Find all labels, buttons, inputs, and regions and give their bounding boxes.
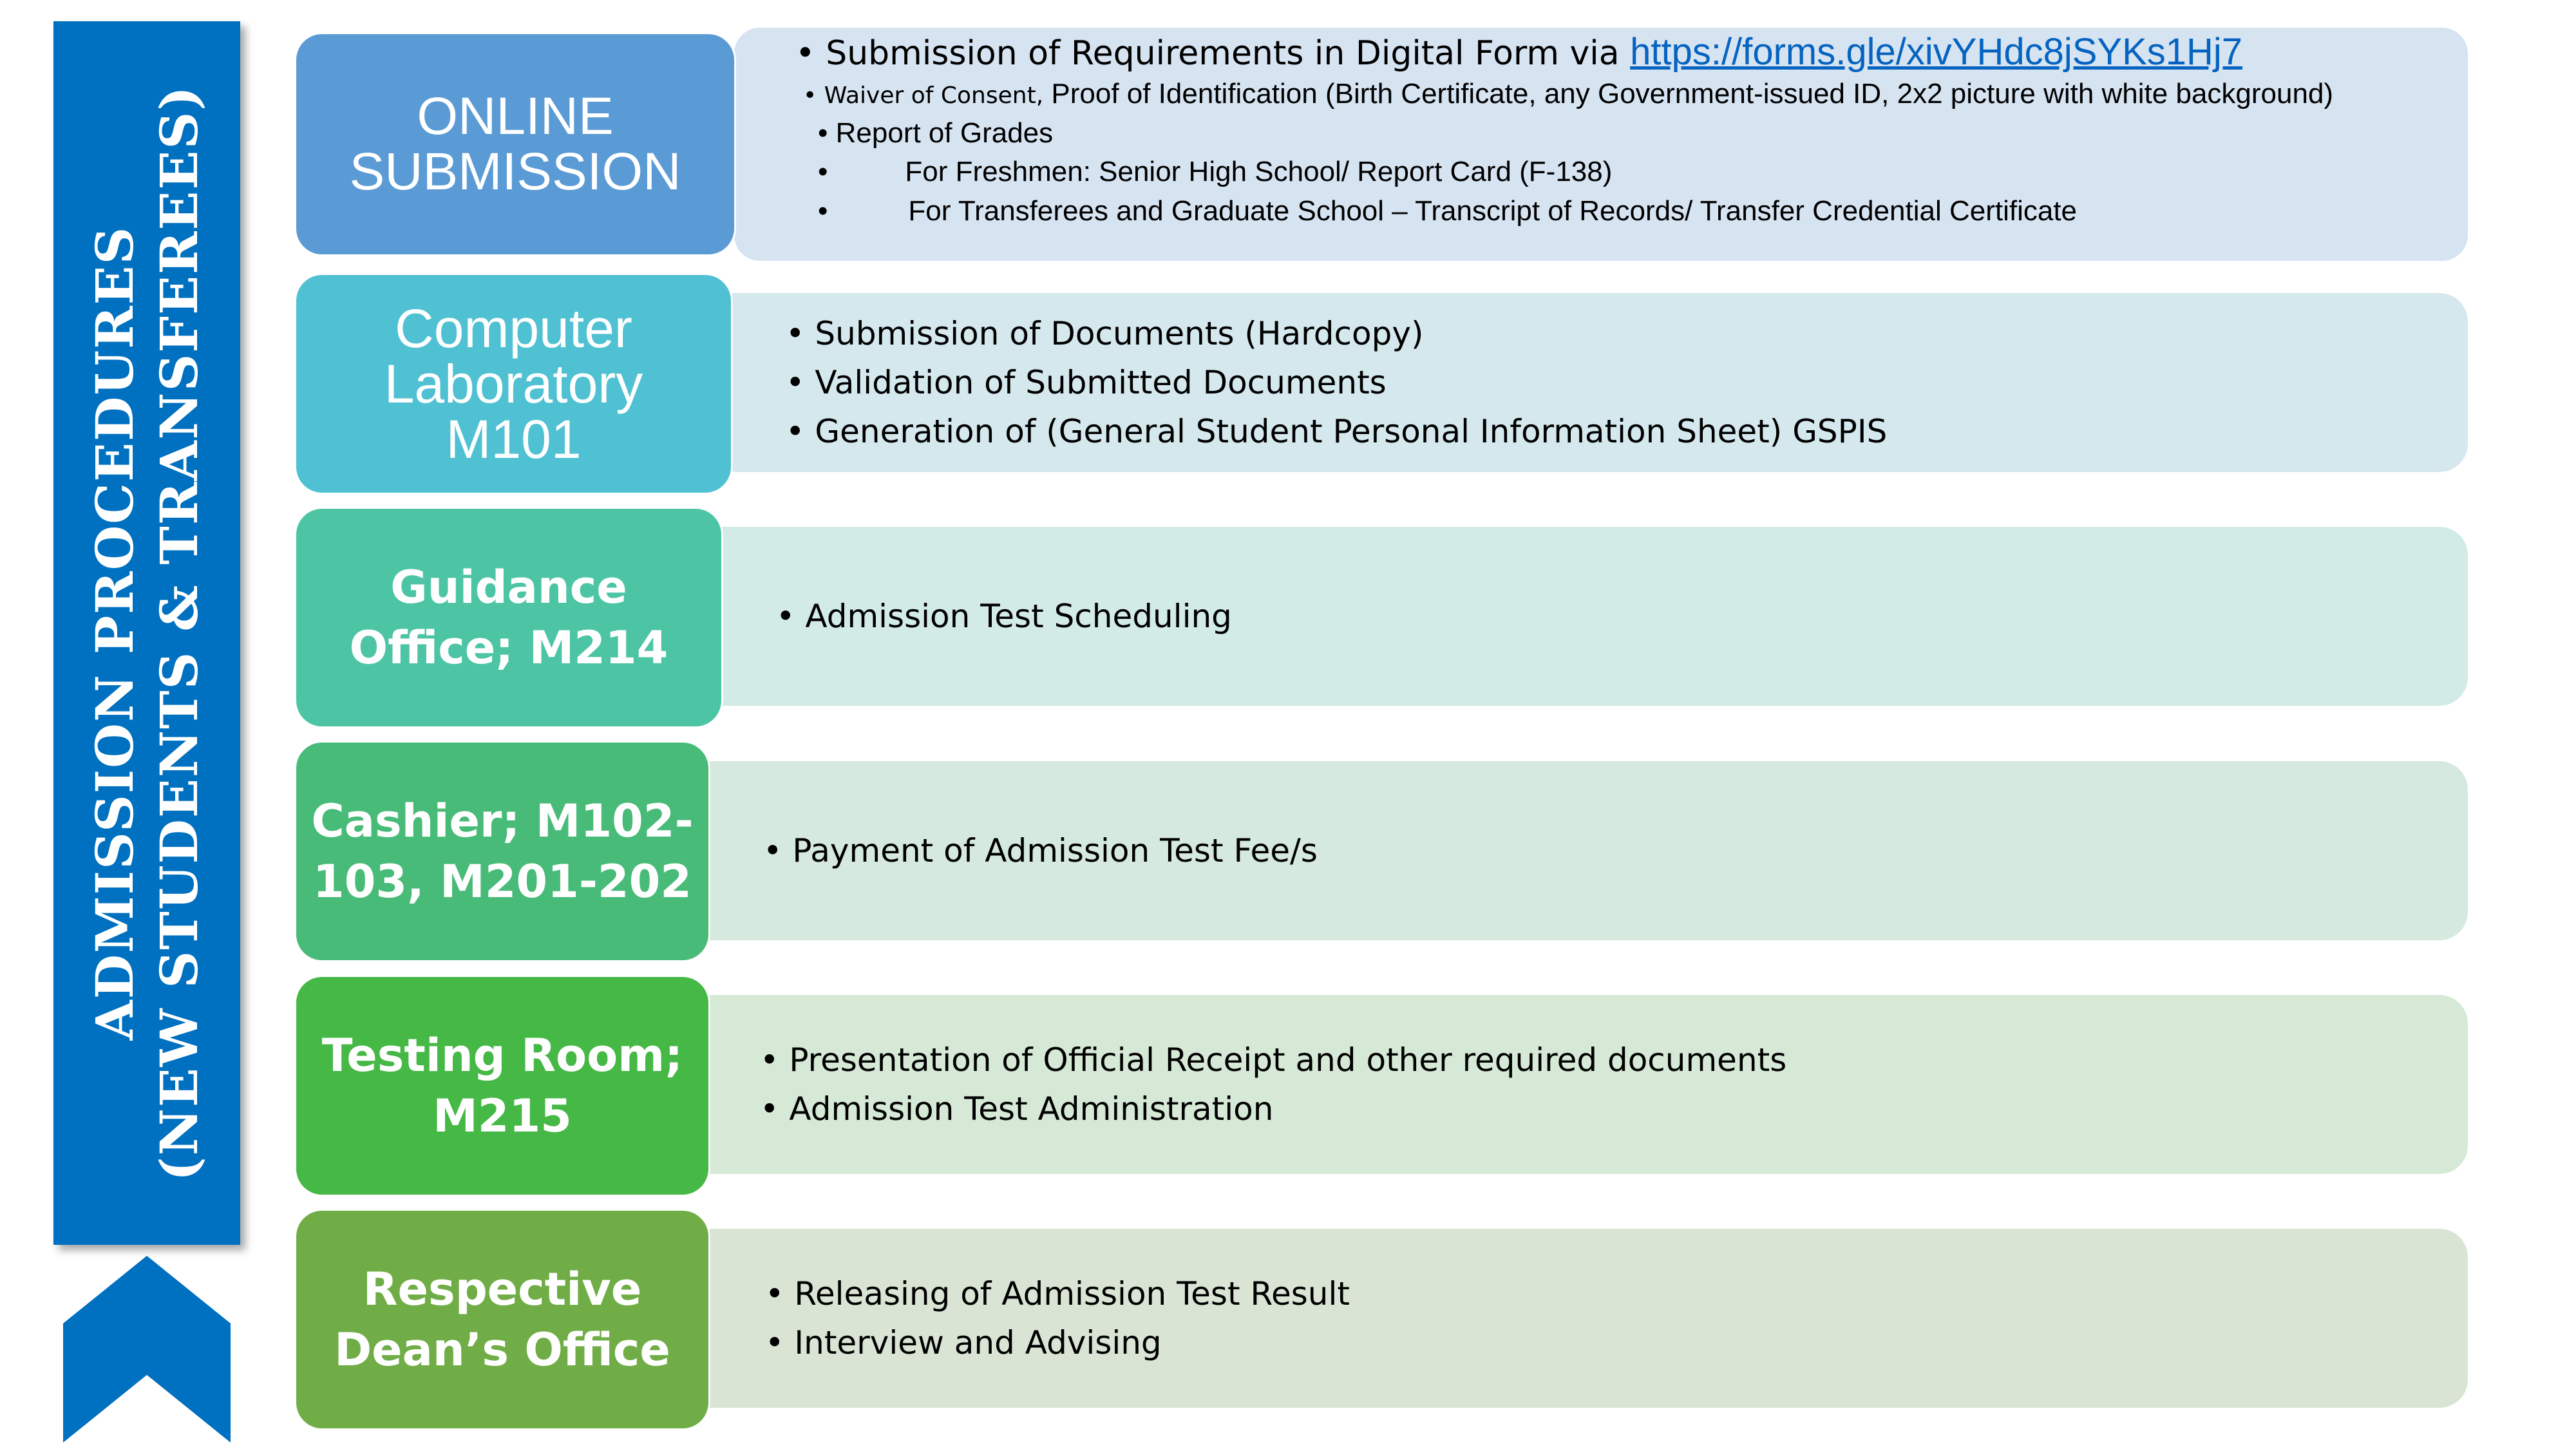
banner-title-line1: ADMISSION PROCEDURES <box>84 225 145 1041</box>
step-item: • Submission of Documents (Hardcopy) <box>786 309 2468 358</box>
step-label: M215 <box>433 1090 572 1142</box>
step-label: Computer <box>395 298 632 359</box>
step-label: Laboratory <box>384 354 643 414</box>
step-box <box>296 977 708 1195</box>
step-label: Testing Room; <box>321 1029 683 1082</box>
step-panel <box>708 293 2468 472</box>
step-panel <box>683 761 2468 940</box>
step-panel <box>683 995 2468 1174</box>
step-item: • Admission Test Administration <box>760 1084 2468 1133</box>
step-label: Cashier; M102- <box>311 795 694 848</box>
title-banner <box>53 21 240 1245</box>
step-label: Office; M214 <box>349 621 668 674</box>
step-box <box>296 509 721 726</box>
step-item: • Payment of Admission Test Fee/s <box>763 826 2468 875</box>
step-item: Submission of Requirements in Digital Form via <box>826 34 1620 73</box>
step-label: M101 <box>446 409 582 469</box>
banner-title <box>82 21 211 1245</box>
banner-title-line2: (NEW STUDENTS & TRANSFEREES) <box>149 84 209 1182</box>
step-item: • Presentation of Official Receipt and other required documents <box>760 1036 2468 1084</box>
step-box <box>296 275 731 493</box>
step-item: Proof of Identification (Birth Certificate, any Government-issued ID, 2x2 picture with white background) <box>1051 78 2334 109</box>
step-item: • Validation of Submitted Documents <box>786 358 2468 407</box>
step-label: Guidance <box>390 561 627 614</box>
step-item: • Admission Test Scheduling <box>776 592 2468 641</box>
step-label: Dean’s Office <box>334 1323 670 1376</box>
step-item: For Transferees and Graduate School – Transcript of Records/ Transfer Credential Certificate <box>908 195 2078 227</box>
step-item: • Releasing of Admission Test Result <box>765 1269 2468 1318</box>
chevron-up-icon <box>63 1256 231 1443</box>
step-box <box>296 1211 708 1428</box>
form-link[interactable]: https://forms.gle/xivYHdc8jSYKs1Hj7 <box>1630 31 2243 73</box>
step-panel <box>683 1229 2468 1408</box>
step-item: For Freshmen: Senior High School/ Report Card (F-138) <box>905 156 1613 187</box>
step-label: ONLINE SUBMISSION <box>349 87 681 201</box>
step-box <box>296 34 734 254</box>
step-box <box>296 743 708 960</box>
step-item: Waiver of Consent, <box>824 82 1044 109</box>
step-panel <box>696 527 2468 706</box>
step-item: Report of Grades <box>835 117 1054 149</box>
step-label: Respective <box>363 1263 642 1316</box>
step-item: • Interview and Advising <box>765 1318 2468 1367</box>
step-panel: • Submission of Requirements in Digital Form via https://forms.gle/xivYHdc8jSYKs1Hj7 • Waiver of Consent, Proof of Identification (Birth Certificate, any Government-issued ID, 2x2 picture with white background) • Report of Grades • For Freshmen: Senior High School/ Report Card (F-138) • For Transferees and Graduate School – Transcript of Records/ Transfer Credential Certificate <box>734 28 2468 261</box>
step-item: • Generation of (General Student Personal Information Sheet) GSPIS <box>786 407 2468 456</box>
step-label: 103, M201-202 <box>312 855 692 908</box>
